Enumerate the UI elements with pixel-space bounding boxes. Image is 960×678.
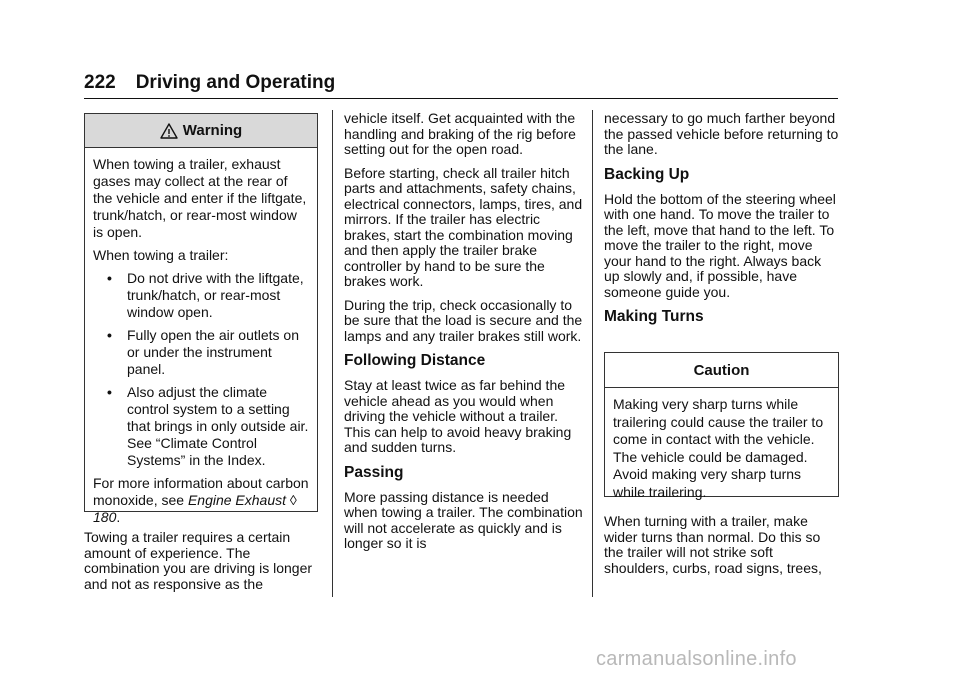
page-ref[interactable]: 180 (93, 509, 117, 525)
heading-backing-up: Backing Up (604, 165, 690, 183)
list-item: • Also adjust the climate control system to a setting that brings in only outside air. See “Climate Control Systems” in the Index. (107, 384, 309, 468)
caution-box (604, 352, 839, 500)
warning-box (84, 113, 318, 525)
heading-following-distance: Following Distance (344, 352, 486, 369)
warning-lead: When towing a trailer: (93, 247, 229, 263)
watermark: carmanualsonline.info (596, 648, 797, 670)
column-1 (84, 530, 320, 600)
body-paragraph: Hold the bottom of the steering wheel with one hand. To move the trailer to the left, move that hand to the left. To move the trailer to the right, move your hand to the right. Always back up slowly and, if possible, have someone guide you. (604, 190, 836, 300)
column-divider (592, 110, 593, 597)
column-3 (604, 111, 840, 334)
warning-list (93, 270, 309, 469)
body-paragraph: More passing distance is needed when towing a trailer. The combination will not accelerate as quickly and is longer so it is (344, 488, 583, 551)
bullet-icon: • (107, 270, 112, 286)
column-divider (332, 110, 333, 597)
caution-text: Making very sharp turns while trailering could cause the trailer to come in contact with the vehicle. The vehicle could be damaged. Avoid making very sharp turns while trailering. (613, 396, 824, 500)
body-paragraph: Stay at least twice as far behind the vehicle ahead as you would when driving the vehicle without a trailer. This can help to avoid heavy braking and sudden turns. (344, 377, 572, 455)
heading-making-turns: Making Turns (604, 308, 704, 325)
heading-passing: Passing (344, 463, 404, 481)
warning-more-info: For more information about carbon monoxide, see Engine Exhaust ◊ 180. (93, 475, 309, 525)
page-number: 222 (84, 72, 116, 93)
body-paragraph: During the trip, check occasionally to be sure that the load is secure and the lamps and any trailer brakes still work. (344, 296, 583, 344)
body-paragraph: Before starting, check all trailer hitch parts and attachments, safety chains, electrical connectors, lamps, tires, and mirrors. If the trailer has electric brakes, start the combination moving and then apply the trailer brake controller by hand to be sure the brakes work. (344, 164, 583, 289)
page-header (84, 72, 335, 94)
body-paragraph: vehicle itself. Get acquainted with the handling and braking of the rig before setting out for the open road. (344, 110, 576, 157)
column-2 (344, 111, 584, 560)
caution-title: Caution (605, 353, 838, 388)
page-ref-icon: ◊ (289, 492, 297, 508)
body-paragraph: necessary to go much farther beyond the passed vehicle before returning to the lane. (604, 110, 839, 157)
warning-title: Warning (182, 122, 243, 139)
bullet-icon: • (107, 384, 112, 400)
body-paragraph: Towing a trailer requires a certain amount of experience. The combination you are driving is longer and not as responsive as the (84, 529, 313, 592)
list-item: • Fully open the air outlets on or under the instrument panel. (107, 327, 299, 377)
bullet-icon: • (107, 327, 112, 343)
warning-title-bar (85, 114, 317, 148)
warning-intro: When towing a trailer, exhaust gases may collect at the rear of the vehicle and enter if the liftgate, trunk/hatch, or rear-most window is open. (93, 156, 307, 240)
column-3-continued (604, 514, 840, 584)
section-title: Driving and Operating (135, 72, 336, 93)
body-paragraph: When turning with a trailer, make wider turns than normal. Do this so the trailer will not strike soft shoulders, curbs, road signs, trees, (604, 513, 822, 576)
header-rule (84, 98, 838, 99)
list-item: • Do not drive with the liftgate, trunk/hatch, or rear-most window open. (107, 270, 304, 320)
warning-triangle-icon (160, 123, 178, 139)
engine-exhaust-link[interactable]: Engine Exhaust (187, 492, 287, 508)
